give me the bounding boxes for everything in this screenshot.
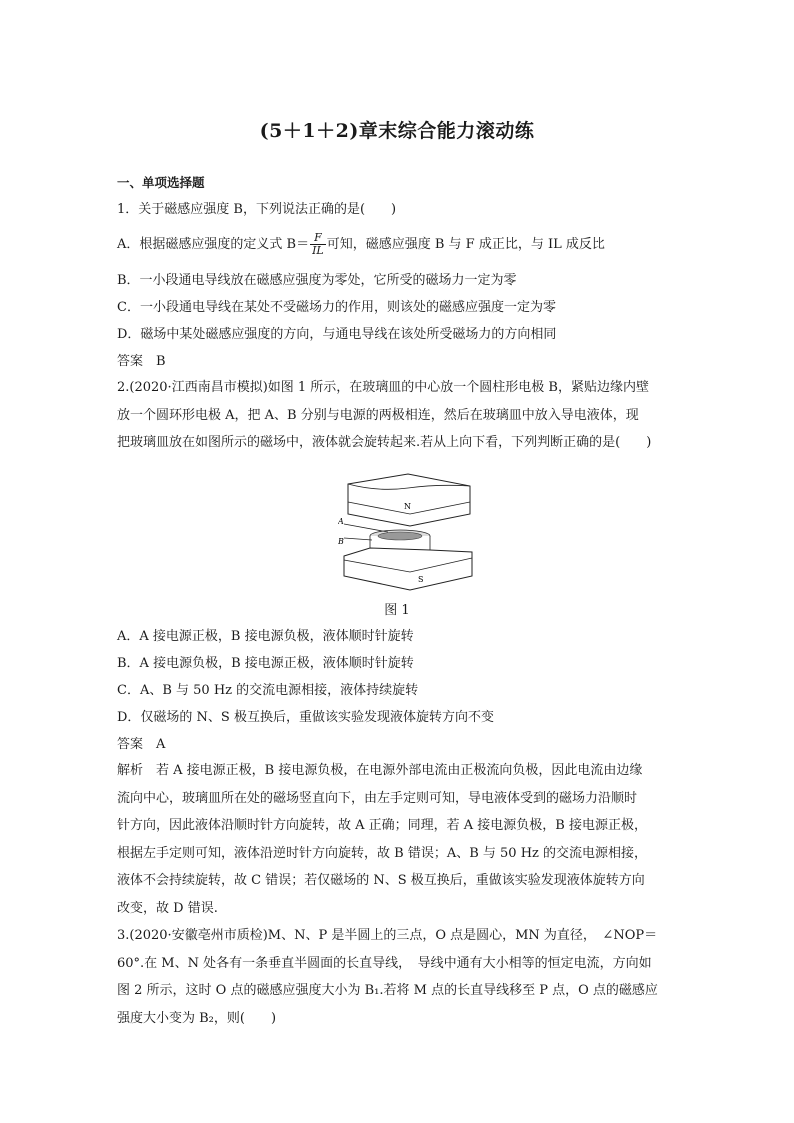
q1-option-c: C．一小段通电导线在某处不受磁场力的作用，则该处的磁感应强度一定为零 [117,300,556,315]
q2-stem-line: 把玻璃皿放在如图所示的磁场中，液体就会旋转起来.若从上向下看，下列判断正确的是( ) [117,435,652,450]
liquid-surface [378,532,422,540]
electrode-b-label: B [338,537,344,546]
q2-option-c: C．A、B 与 50 Hz 的交流电源相接，液体持续旋转 [117,683,419,698]
s-pole-label: S [418,575,424,584]
page-title: (5＋1＋2)章末综合能力滚动练 [259,120,535,142]
q2-analysis-line: 根据左手定则可知，液体沿逆时针方向旋转，故 B 错误；A、B 与 50 Hz 的交流电源相接， [117,845,648,861]
q2-option-b: B．A 接电源负极，B 接电源正极，液体顺时针旋转 [117,656,414,671]
q1-option-a [117,232,605,257]
q3-stem-line: 3.(2020·安徽亳州市质检)M、N、P 是半圆上的三点，O 点是圆心，MN 为直径， ∠NOP＝ [117,928,658,943]
q1-option-a-suffix: 可知，磁感应强度 B 与 F 成正比，与 IL 成反比 [326,237,605,252]
q1-option-a-fraction [310,232,326,257]
section-heading: 一、单项选择题 [117,175,205,190]
electrode-a-label: A [338,517,344,526]
figure-1-magnet-diagram [338,472,478,592]
n-pole-block [348,474,470,526]
q2-analysis [117,757,677,922]
q1-option-a-prefix: A．根据磁感应强度的定义式 B＝ [117,237,310,252]
wire-b [344,538,372,540]
q1-answer: 答案 B [117,354,166,369]
q2-analysis-line: 液体不会持续旋转，故 C 错误；若仅磁场的 N、S 极互换后，重做该实验发现液体旋转方向 [117,873,645,888]
s-pole-block [344,548,472,590]
q3-stem-line: 强度大小变为 B₂，则( ) [117,1010,277,1026]
fraction-numerator: F [310,232,326,245]
q1-stem: 1．关于磁感应强度 B，下列说法正确的是( ) [117,202,397,217]
q2-option-d: D．仅磁场的 N、S 极互换后，重做该实验发现液体旋转方向不变 [117,710,494,725]
q2-stem [117,374,677,457]
q2-answer: 答案 A [117,737,166,752]
q2-analysis-line: 流向中心，玻璃皿所在处的磁场竖直向下，由左手定则可知，导电液体受到的磁场力沿顺时 [117,790,638,806]
q3-stem [117,922,677,1032]
q2-stem-line: 2.(2020·江西南昌市模拟)如图 1 所示，在玻璃皿的中心放一个圆柱形电极 B，紧贴边缘内壁 [117,380,649,395]
figure-1-caption: 图 1 [384,603,410,618]
wire-a [344,524,388,532]
q1-option-b: B．一小段通电导线放在磁感应强度为零处，它所受的磁场力一定为零 [117,273,517,288]
n-pole-label: N [404,502,411,511]
q2-analysis-line: 针方向，因此液体沿顺时针方向旋转，故 A 正确；同理，若 A 接电源负极，B 接电源正极， [117,818,647,833]
q2-stem-line: 放一个圆环形电极 A，把 A、B 分别与电源的两极相连，然后在玻璃皿中放入导电液体，现 [117,407,639,423]
q2-analysis-line: 改变，故 D 错误. [117,900,218,916]
q3-stem-line: 图 2 所示，这时 O 点的磁感应强度大小为 B₁.若将 M 点的长直导线移至 P 点，O 点的磁感应 [117,983,658,998]
q3-stem-line: 60°.在 M、N 处各有一条垂直半圆面的长直导线， 导线中通有大小相等的恒定电流，方向如 [117,955,652,971]
fraction-denominator: IL [312,244,324,257]
q1-option-d: D．磁场中某处磁感应强度的方向，与通电导线在该处所受磁场力的方向相同 [117,327,557,342]
q2-option-a: A．A 接电源正极，B 接电源负极，液体顺时针旋转 [117,629,414,644]
q2-analysis-line: 解析 若 A 接电源正极，B 接电源负极，在电源外部电流由正极流向负极，因此电流由边缘 [117,763,643,778]
